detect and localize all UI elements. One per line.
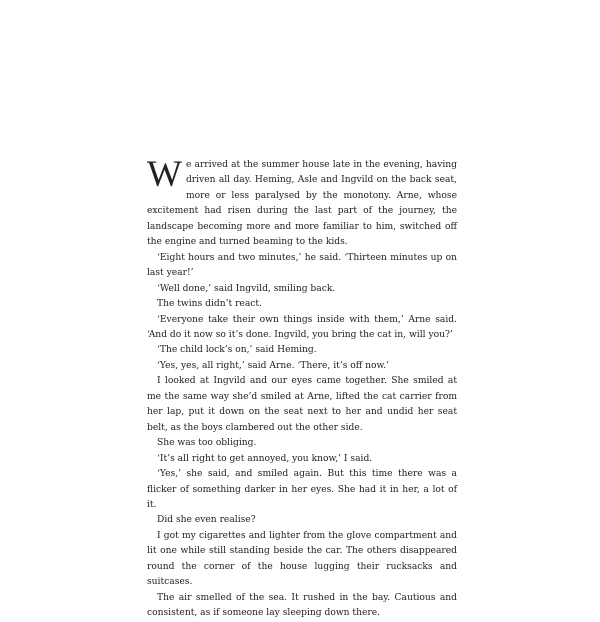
chapter-text <box>147 154 457 622</box>
paragraph: ‘The child lock’s on,’ said Heming. <box>157 345 317 356</box>
paragraph: I got my cigarettes and lighter from the glove compartment and lit one while still standing beside the car. The others disappeared round the corner of the house lugging their rucksacks and suitcases. <box>147 530 457 588</box>
paragraph: ‘Everyone take their own things inside with them,’ Arne said. ‘And do it now so it’s done. Ingvild, you bring the cat in, will you?’ <box>147 314 457 340</box>
paragraph: She was too obliging. <box>157 438 257 449</box>
paragraph: The air smelled of the sea. It rushed in the bay. Cautious and consistent, as if someone lay sleeping down there. <box>147 592 457 619</box>
opening-paragraph <box>147 154 457 251</box>
paragraph: The twins didn’t react. <box>157 299 262 310</box>
paragraph: Did she even realise? <box>157 515 256 526</box>
paragraph: I looked at Ingvild and our eyes came together. She smiled at me the same way she’d smiled at Arne, lifted the cat carrier from her lap, put it down on the seat next to her and undid her seat belt, as the boys clambered out the other side. <box>147 376 457 433</box>
drop-cap: W <box>147 154 182 195</box>
paragraph: ‘Yes, yes, all right,’ said Arne. ‘There, it’s off now.’ <box>157 360 390 371</box>
paragraph: ‘It’s all right to get annoyed, you know,’ I said. <box>157 453 373 464</box>
paragraph: ‘Well done,’ said Ingvild, smiling back. <box>157 283 336 294</box>
paragraph: ‘Yes,’ she said, and smiled again. But this time there was a flicker of something darker in her eyes. She had it in her, a lot of it. <box>147 469 457 510</box>
opening-text: e arrived at the summer house late in the evening, having driven all day. Heming, Asle and Ingvild on the back seat, more or less paralysed by the monotony. Arne, whose excitement had risen during the last part of the journey, the landscape becoming more and more familiar to him, switched off the engine and turned beaming to the kids. <box>147 160 457 248</box>
paragraph: ‘Eight hours and two minutes,’ he said. ‘Thirteen minutes up on last year!’ <box>147 252 457 279</box>
